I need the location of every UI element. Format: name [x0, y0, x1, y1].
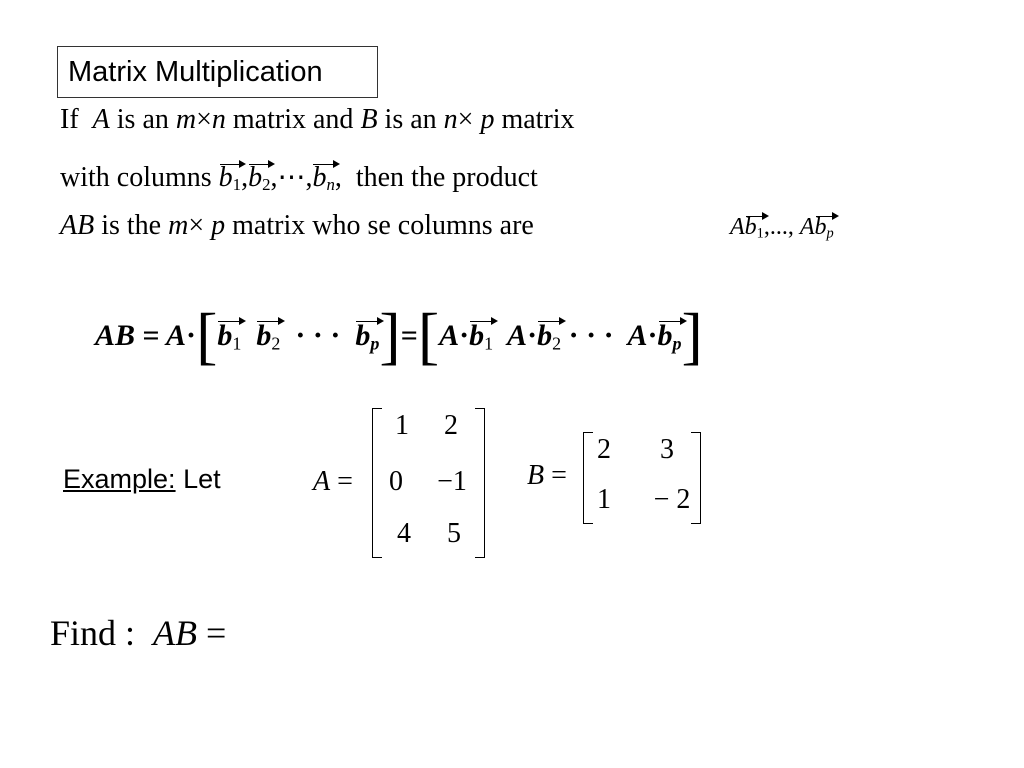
equals-sign: = — [400, 319, 418, 352]
word-is-an: is an — [384, 104, 437, 135]
product-equation: AB = $A\cdot[b_1$ $b_2$ · · · $b_p]=[A\cdot b_1$ $A\cdot b_2$ · · · $A\cdot b_p$] — [95, 300, 703, 371]
times-symbol: × — [196, 104, 212, 135]
eq-AB: AB — [95, 319, 136, 352]
right-bracket: ] — [681, 300, 703, 371]
eq-A: A — [166, 319, 187, 352]
equals-sign: = — [142, 319, 160, 352]
word-matrix-whose-columns-are: matrix who se columns are — [232, 210, 534, 241]
find-prompt — [50, 612, 226, 654]
definition-line-1 — [60, 104, 575, 136]
word-if: If — [60, 104, 79, 135]
word-is-the: is the — [101, 210, 162, 241]
vector-bp: $b_p$ — [657, 319, 682, 354]
example-label — [63, 464, 221, 495]
vector-bp: $b_p$ — [814, 214, 834, 242]
matrix-A-cell: 5 — [447, 518, 461, 549]
var-p: p — [211, 210, 226, 241]
vector-b2: $b_2$ — [248, 162, 271, 195]
definition-line-3 — [60, 210, 534, 242]
columns-Ab-list: $Ab_1$,..., $Ab_p$ — [730, 214, 834, 242]
times-symbol: × — [188, 210, 205, 241]
var-m: m — [168, 210, 189, 241]
find-AB: AB — [153, 613, 198, 653]
slide-title: Matrix Multiplication — [68, 56, 323, 88]
vector-b2: $b_2$ — [256, 319, 281, 354]
vector-b1: $b_1$ — [744, 214, 764, 242]
word-let: Let — [175, 464, 221, 494]
find-equals: = — [206, 613, 227, 653]
vector-b1: $b_1$ — [217, 319, 242, 354]
matrix-A-cell: 2 — [444, 410, 458, 441]
example-heading: Example: — [63, 464, 176, 494]
definition-line-2: with columns $b_1,b_2,\cdots,b_n$, then the product — [60, 162, 538, 195]
matrix-A-right-bracket — [475, 408, 485, 558]
left-bracket: [ — [196, 300, 218, 371]
var-B: B — [360, 104, 378, 135]
matrix-B-cell: 3 — [660, 434, 674, 465]
vector-bn: $b_n$ — [312, 162, 335, 195]
var-m: m — [175, 104, 197, 135]
right-bracket: ] — [379, 300, 401, 371]
find-label: Find : — [50, 613, 136, 653]
matrix-A-label: A = — [313, 466, 353, 497]
word-with-columns: with columns — [60, 162, 212, 193]
matrix-B-cell: 2 — [597, 434, 611, 465]
var-p: p — [480, 104, 495, 135]
vector-bp: $b_p$ — [355, 319, 380, 354]
var-n: n — [443, 104, 458, 135]
cdots: · · · — [295, 319, 341, 352]
var-n: n — [211, 104, 226, 135]
dots: ⋯ — [277, 162, 306, 193]
matrix-A-cell: −1 — [437, 466, 467, 497]
vector-b1: $b_1$ — [469, 319, 494, 354]
times-symbol: × — [457, 104, 474, 135]
word-matrix-and: matrix and — [232, 104, 354, 135]
matrix-A-cell: 0 — [389, 466, 403, 497]
matrix-B-cell: − 2 — [653, 484, 691, 515]
matrix-A-cell: 1 — [395, 410, 409, 441]
var-AB: AB — [60, 210, 95, 241]
dot-operator: · — [186, 319, 197, 352]
var-A: A — [92, 104, 110, 135]
vector-b2: $b_2$ — [537, 319, 562, 354]
matrix-B-label: B = — [527, 460, 567, 491]
word-is-an: is an — [116, 104, 169, 135]
matrix-A-cell: 4 — [397, 518, 411, 549]
vector-b1: $b_1$ — [218, 162, 242, 195]
matrix-B-cell: 1 — [597, 484, 611, 515]
left-bracket: [ — [417, 300, 440, 371]
word-matrix: matrix — [501, 104, 575, 135]
word-then-the-product: then the product — [355, 162, 538, 193]
